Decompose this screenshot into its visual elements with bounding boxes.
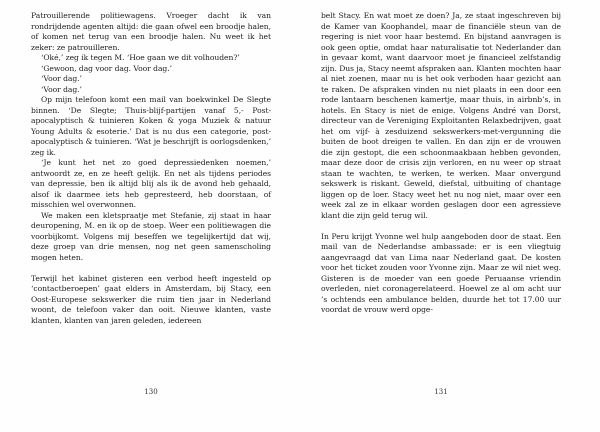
page-number: 131 xyxy=(434,388,448,396)
paragraph: Patrouillerende politiewagens. Vroeger dacht ik van rondrijdende agenten altijd: die gaan ofwel een broodje halen, of komen net terug van een broodje halen. Nu weet ik het zeker: ze patrouilleren. xyxy=(31,11,271,52)
page-number: 130 xyxy=(144,388,158,396)
paragraph: ‘Voor dag.’ xyxy=(41,74,82,83)
left-page xyxy=(31,11,271,326)
paragraph: We maken een kletspraatje met Stefanie, zij staat in haar deuropening, M. en ik op de stoep. Weer een politiewagen die voorbijkomt. Volgens mij beseffen we tegelijkertijd dat wij, deze groep van drie mensen, nog net geen samenscholing mogen heten. xyxy=(31,210,271,262)
right-page xyxy=(321,11,561,316)
paragraph: In Peru krijgt Yvonne wel hulp aangeboden door de staat. Een mail van de Nederlandse ambassade: er is een vliegtuig aangevraagd dat van Lima naar Nederland gaat. De kosten voor het ticket zouden voor Yvonne zijn. Maar ze wil niet weg. Gisteren is de moeder van een goede Peruaanse vriendin overleden, niet coronagerelateerd. Hoewel ze al om acht uur ’s ochtends een ambulance belden, duurde het tot 17.00 uur voordat de vrouw werd opge- xyxy=(321,231,561,314)
paragraph: belt Stacy. En wat moet ze doen? Ja, ze staat ingeschreven bij de Kamer van Koophandel, maar de financiële steun van de regering is niet voor haar bestemd. En bijstand aanvragen is ook geen optie, omdat haar naturalisatie tot Nederlander dan in gevaar komt, want daarvoor moet je financieel zelfstandig zijn. Dus ja, Stacy neemt afspraken aan. Klanten mochten haar al niet zoenen, maar nu is het ook verboden haar gezicht aan te raken. De afspraken vinden nu niet plaats in een door een rode lantaarn beschenen kamertje, maar thuis, in airbnb’s, in hotels. En Stacy is niet de enige. Volgens André van Dorst, directeur van de Vereniging Exploitanten Relaxbedrijven, gaat het om vijf- à zesduizend sekswerkers-met-vergunning die buiten de boot dreigen te vallen. En dan zijn er de vrouwen die zijn gestopt, die een schoonmaakbaan hebben gevonden, maar deze door de crisis zijn verloren, en nu weer op straat staan te wachten, te werken, te werken. Maar onvergund sekswerk is riskant. Geweld, diefstal, uitbuiting of chantage liggen op de loer. Stacy weet het nu nog niet, maar over een week zal ze in elkaar worden geslagen door een agressieve klant die zijn geld terug wil. xyxy=(321,11,561,220)
paragraph: Terwijl het kabinet gisteren een verbod heeft ingesteld op ‘contactberoepen’ gaat elders in Amsterdam, bij Stacy, een Oost-Europese sekswerker die ruim tien jaar in Nederland woont, de telefoon vaker dan ooit. Nieuwe klanten, vaste klanten, klanten van jaren geleden, iedereen xyxy=(31,273,271,325)
paragraph: ‘Je kunt het net zo goed depressiedenken noemen,’ antwoordt ze, en ze heeft gelijk. En net als tijdens periodes van depressie, ben ik altijd blij als ik de avond heb gehaald, alsof ik daarmee iets heb gepresteerd, heb doorstaan, of misschien wel overwonnen. xyxy=(31,158,271,209)
paragraph: ‘Oké,’ zeg ik tegen M. ‘Hoe gaan we dit volhouden?’ xyxy=(41,53,240,62)
paragraph: ‘Gewoon, dag voor dag. Voor dag.’ xyxy=(41,63,172,73)
paragraph: Op mijn telefoon komt een mail van boekwinkel De Slegte binnen. ‘De Slegte; Thuis-blijf-partijen vanaf 5,- Post-apocalyptisch & tuinieren Koken & yoga Muziek & natuur Young Adults & esoterie.’ Dat is nu dus een categorie, post-apocalyptisch & tuinieren. ‘Wat je beschrijft is oorlogsdenken,’ zeg ik. xyxy=(31,95,271,157)
paragraph: ‘Voor dag.’ xyxy=(41,84,82,94)
